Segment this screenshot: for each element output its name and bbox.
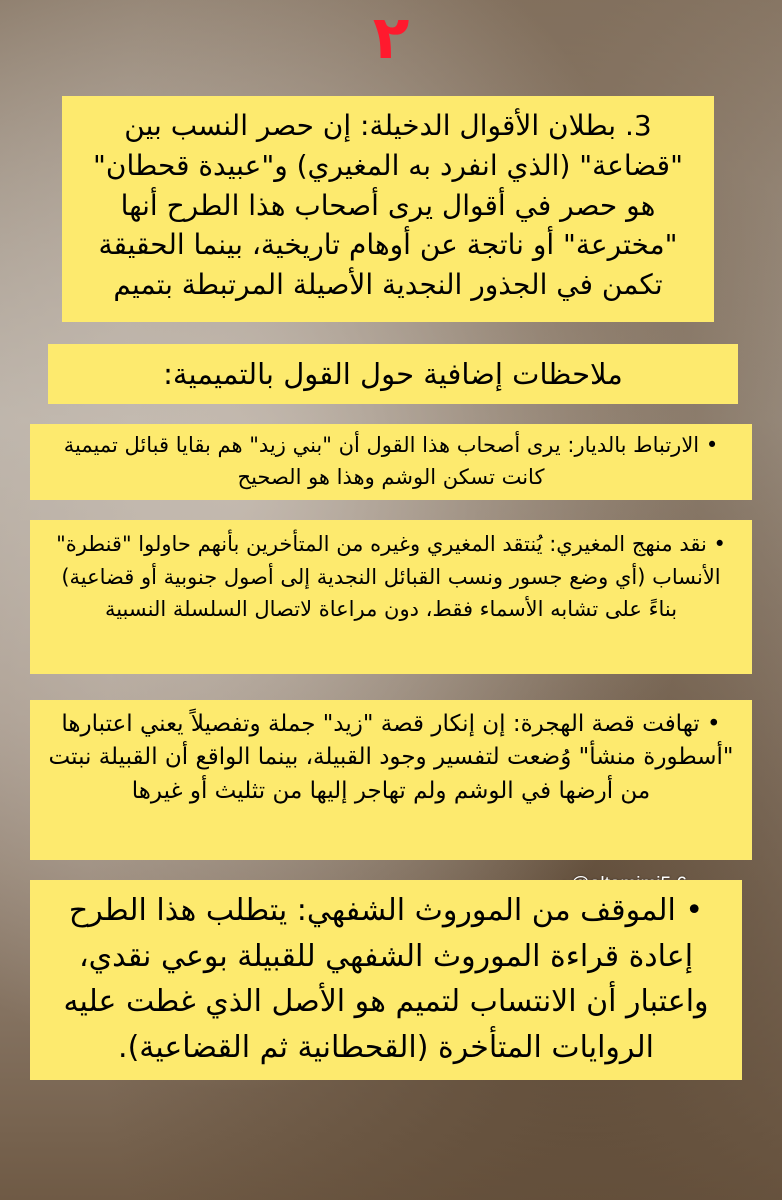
- text-box-invalid-claims: [62, 96, 714, 322]
- text-box-mughiri-critique: [30, 520, 752, 674]
- section-heading: ملاحظات إضافية حول القول بالتميمية:: [163, 357, 623, 391]
- text-box-migration-story: [30, 700, 752, 860]
- box-text: • الارتباط بالديار: يرى أصحاب هذا القول أن "بني زيد" هم بقايا قبائل تميمية كانت تسكن الوشم وهذا هو الصحيح: [63, 433, 719, 489]
- page-number: ٢: [372, 3, 410, 73]
- text-box-lands-link: [30, 424, 752, 500]
- box-text: • نقد منهج المغيري: يُنتقد المغيري وغيره من المتأخرين بأنهم حاولوا "قنطرة" الأنساب (أي وضع جسور ونسب القبائل النجدية إلى أصول جنوبية أو قضاعية) بناءً على تشابه الأسماء فقط، دون مراعاة لاتصال السلسلة النسبية: [56, 532, 726, 622]
- text-box-oral-heritage: [30, 880, 742, 1080]
- box-text: • الموقف من الموروث الشفهي: يتطلب هذا الطرح إعادة قراءة الموروث الشفهي للقبيلة بوعي نقدي، واعتبار أن الانتساب لتميم هو الأصل الذي غطت عليه الروايات المتأخرة (القحطانية ثم القضاعية).: [63, 893, 709, 1065]
- section-heading-box: [48, 344, 738, 404]
- box-text: 3. بطلان الأقوال الدخيلة: إن حصر النسب بين "قضاعة" (الذي انفرد به المغيري) و"عبيدة قحطان" هو حصر في أقوال يرى أصحاب هذا الطرح أنها "مخترعة" أو ناتجة عن أوهام تاريخية، بينما الحقيقة تكمن في الجذور النجدية الأصيلة المرتبطة بتميم: [93, 109, 683, 301]
- box-text: • تهافت قصة الهجرة: إن إنكار قصة "زيد" جملة وتفصيلاً يعني اعتبارها "أسطورة منشأ" وُضعت لتفسير وجود القبيلة، بينما الواقع أن القبيلة نبتت من أرضها في الوشم ولم تهاجر إليها من تثليث أو غيرها: [48, 711, 734, 804]
